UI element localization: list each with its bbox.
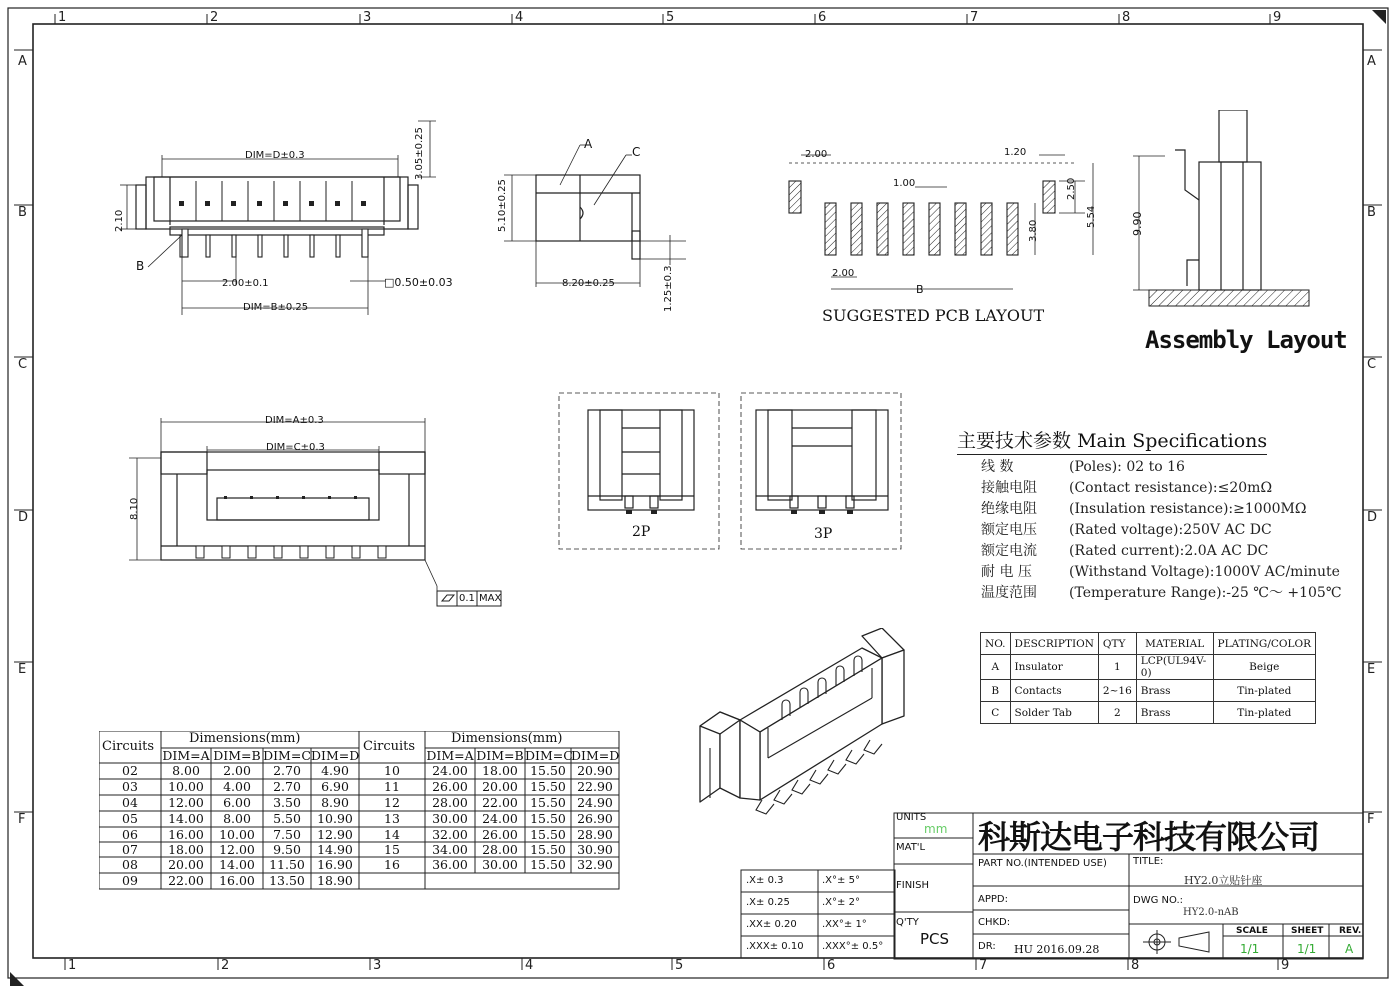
specs-title [957,426,1267,455]
tb-appd-label: APPD: [978,894,1008,905]
dims-value-cell: 22.00 [168,873,204,888]
zone-row-a: A [18,54,27,69]
spec-cn: 温度范围 [981,585,1037,601]
top-h810-label: 8.10 [129,497,140,520]
dims-value-cell: 30.00 [432,811,468,826]
zone-col-3-bottom: 3 [373,958,382,973]
zone-row-a-right: A [1367,54,1376,69]
tolerance-angle-4: .XXX°± 0.5° [822,941,884,952]
assembly-layout-drawing [1125,110,1315,320]
zone-row-c-right: C [1367,357,1377,372]
zone-row-d: D [18,510,29,525]
zone-col-5-bottom: 5 [675,958,684,973]
dims-value-cell: 12.00 [168,795,204,810]
dims-circuit-cell: 15 [384,842,400,857]
dims-value-cell: 26.00 [482,827,518,842]
dims-col-header: DIM=A [162,748,210,763]
pcb-d250: 2.50 [1066,177,1077,200]
tb-matl-label: MAT'L [896,842,926,853]
dims-value-cell: 12.90 [317,827,353,842]
bom-row [981,702,1316,724]
tolerance-linear-1: .X± 0.3 [746,875,784,886]
dims-value-cell: 2.00 [223,763,251,778]
dims-value-cell: 12.00 [219,842,255,857]
dims-value-cell: 13.50 [269,873,305,888]
dims-value-cell: 15.50 [530,842,566,857]
pcb-d380: 3.80 [1028,219,1039,242]
variant-2p-label: 2P [632,524,651,540]
tb-sheet-label: SHEET [1291,926,1324,936]
spec-row-withstand [957,561,1340,581]
dims-value-cell: 7.50 [273,827,301,842]
dims-value-cell: 18.00 [482,763,518,778]
bom-header-cell: QTY [1098,633,1136,655]
dims-value-cell: 16.00 [219,873,255,888]
dims-circuit-cell: 08 [122,857,138,872]
bom-cell: Brass [1136,702,1213,724]
zone-col-7-bottom: 7 [979,958,988,973]
dims-circuit-cell: 02 [122,763,138,778]
bom-header-cell: NO. [981,633,1011,655]
spec-en: (Temperature Range):-25 ℃～ +105℃ [1069,585,1342,601]
top-view-drawing [125,410,515,610]
tb-dr-label: DR: [978,941,996,952]
dims-value-cell: 18.00 [168,842,204,857]
side-dim-d-label: DIM=D±0.3 [245,150,305,161]
spec-cn: 接触电阻 [981,480,1037,496]
zone-row-d-right: D [1367,510,1378,525]
side-pin-value: 0.50±0.03 [394,276,453,289]
dims-value-cell: 32.00 [432,827,468,842]
tolerance-angle-1: .X°± 5° [822,875,860,886]
dims-col-header: DIM=A [426,748,474,763]
dims-value-cell: 15.50 [530,857,566,872]
tb-rev-value: A [1345,942,1354,956]
dims-value-cell: 32.90 [577,857,613,872]
dims-value-cell: 22.00 [482,795,518,810]
dims-circuit-cell: 16 [384,857,400,872]
zone-col-5: 5 [666,10,675,25]
dims-value-cell: 16.90 [317,857,353,872]
dims-col-header: DIM=B [476,748,524,763]
bom-header-cell: MATERIAL [1136,633,1213,655]
tb-dr-value: HU 2016.09.28 [1014,943,1100,956]
zone-row-c: C [18,357,28,372]
dims-value-cell: 18.90 [317,873,353,888]
dims-value-cell: 6.90 [321,779,349,794]
bom-cell: A [981,655,1011,680]
tolerance-angle-2: .X°± 2° [822,897,860,908]
bom-row [981,655,1316,680]
dims-value-cell: 2.70 [273,779,301,794]
dims-value-cell: 9.50 [273,842,301,857]
isometric-connector-drawing [692,628,922,833]
zone-col-1: 1 [58,10,67,25]
tolerance-linear-4: .XXX± 0.10 [746,941,804,952]
zone-row-f-right: F [1367,812,1375,827]
end-h125-label: 1.25±0.3 [663,265,674,312]
spec-en: (Insulation resistance):≥1000MΩ [1069,501,1307,517]
dims-circuit-cell: 04 [122,795,138,810]
dims-value-cell: 2.70 [273,763,301,778]
bom-header-row [981,633,1316,655]
spec-cn: 线 数 [981,459,1014,475]
zone-row-e-right: E [1367,662,1376,677]
top-dim-a-label: DIM=A±0.3 [265,415,324,426]
tb-finish-label: FINISH [896,880,929,891]
bom-cell: 1 [1098,655,1136,680]
side-h210-label: 2.10 [114,209,125,232]
dims-circuit-cell: 13 [384,811,400,826]
zone-col-4: 4 [515,10,524,25]
bom-cell: Beige [1213,655,1315,680]
company-name: 科斯达电子科技有限公司 [978,818,1320,856]
dims-value-cell: 10.00 [219,827,255,842]
zone-row-b-right: B [1367,205,1376,220]
spec-en: (Rated current):2.0A AC DC [1069,543,1269,559]
bom-cell: Insulator [1010,655,1098,680]
bom-cell: Brass [1136,680,1213,702]
dims-value-cell: 30.00 [482,857,518,872]
dims-value-cell: 14.00 [168,811,204,826]
dims-value-cell: 30.90 [577,842,613,857]
spec-cn: 额定电流 [981,543,1037,559]
assembly-title: Assembly Layout [1145,326,1347,354]
pcb-layout-drawing [775,145,1115,300]
dims-value-cell: 20.00 [168,857,204,872]
bom-cell: 2 [1098,702,1136,724]
top-flatness-max: MAX [479,593,502,604]
zone-col-9: 9 [1273,10,1282,25]
dims-value-cell: 36.00 [432,857,468,872]
variant-3p-label: 3P [814,526,833,542]
main-specifications [957,426,1342,606]
side-callout-b: B [136,259,145,273]
dims-col-header: DIM=B [213,748,261,763]
dims-col-header: DIM=D [311,748,360,763]
pcb-d554: 5.54 [1086,205,1097,228]
dims-value-cell: 24.90 [577,795,613,810]
bom-cell: C [981,702,1011,724]
spec-en: (Rated voltage):250V AC DC [1069,522,1272,538]
dims-value-cell: 20.90 [577,763,613,778]
dims-value-cell: 22.90 [577,779,613,794]
dims-value-cell: 28.00 [482,842,518,857]
tb-qty-value: PCS [920,930,950,948]
tb-rev-label: REV. [1339,926,1362,936]
top-dim-c-label: DIM=C±0.3 [266,442,325,453]
tb-title-label: TITLE: [1133,856,1164,867]
dims-value-cell: 6.00 [223,795,251,810]
tb-partno-label: PART NO.(INTENDED USE) [978,858,1107,869]
bom-cell: Solder Tab [1010,702,1098,724]
dims-value-cell: 26.00 [432,779,468,794]
zone-col-9-bottom: 9 [1281,958,1290,973]
zone-col-4-bottom: 4 [525,958,534,973]
dims-value-cell: 4.90 [321,763,349,778]
side-view-drawing [100,115,460,325]
top-flatness-value: 0.1 [459,593,475,604]
tb-title-value: HY2.0立贴针座 [1184,874,1263,887]
side-dim-b-label: DIM=B±0.25 [243,302,309,313]
spec-cn: 绝缘电阻 [981,501,1037,517]
dims-value-cell: 15.50 [530,811,566,826]
dims-col-header: DIM=D [571,748,620,763]
zone-col-8: 8 [1122,10,1131,25]
bom-row [981,680,1316,702]
dims-value-cell: 14.90 [317,842,353,857]
bom-cell: B [981,680,1011,702]
dims-group-label-right: Dimensions(mm) [451,731,563,746]
zone-col-2-bottom: 2 [221,958,230,973]
bom-header-cell: PLATING/COLOR [1213,633,1315,655]
dims-circuit-cell: 11 [384,779,400,794]
bom-cell: LCP(UL94V-0) [1136,655,1213,680]
dims-circuit-cell: 05 [122,811,138,826]
bom-cell: Tin-plated [1213,680,1315,702]
bom-header-cell: DESCRIPTION [1010,633,1098,655]
zone-col-7: 7 [970,10,979,25]
end-h510-label: 5.10±0.25 [497,179,508,232]
zone-col-6-bottom: 6 [827,958,836,973]
spec-cn: 额定电压 [981,522,1037,538]
tolerance-angle-3: .XX°± 1° [822,919,867,930]
pcb-d100: 1.00 [893,178,916,189]
dims-value-cell: 10.00 [168,779,204,794]
dims-circuit-cell: 14 [384,827,400,842]
end-w820-label: 8.20±0.25 [562,278,615,289]
spec-row-temperature [957,582,1342,602]
zone-row-e: E [18,662,27,677]
end-callout-a: A [584,137,593,151]
zone-row-b: B [18,205,27,220]
dims-value-cell: 4.00 [223,779,251,794]
zone-col-2: 2 [210,10,219,25]
dims-col-header: DIM=C [525,748,573,763]
spec-row-current [957,540,1268,560]
dims-value-cell: 28.90 [577,827,613,842]
spec-en: (Poles): 02 to 16 [1069,459,1185,475]
dims-circuit-cell: 12 [384,795,400,810]
assembly-h990: 9.90 [1131,211,1144,236]
dims-circuit-cell: 07 [122,842,138,857]
pcb-b-label: B [916,283,924,296]
dims-circuit-cell: 06 [122,827,138,842]
dims-value-cell: 3.50 [273,795,301,810]
dims-value-cell: 26.90 [577,811,613,826]
tb-scale-label: SCALE [1236,926,1268,936]
dims-col-header: DIM=C [263,748,311,763]
tb-units-value: mm [924,822,948,836]
bom-cell: Contacts [1010,680,1098,702]
specs-title-cn: 主要技术参数 [957,430,1072,452]
dims-value-cell: 5.50 [273,811,301,826]
dims-value-cell: 34.00 [432,842,468,857]
zone-col-6: 6 [818,10,827,25]
side-h305-label: 3.05±0.25 [414,127,425,180]
side-pitch-label: 2.00±0.1 [222,278,269,289]
dims-value-cell: 10.90 [317,811,353,826]
zone-col-3: 3 [363,10,372,25]
spec-row-voltage [957,519,1272,539]
bom-cell: 2~16 [1098,680,1136,702]
specs-title-en: Main Specifications [1077,430,1268,452]
dims-value-cell: 24.00 [482,811,518,826]
bom-table [980,632,1316,724]
tb-dwg-value: HY2.0-nAB [1183,907,1239,918]
dims-value-cell: 15.50 [530,795,566,810]
pcb-d200-bottom: 2.00 [832,268,855,279]
variant-views-drawing [558,392,908,552]
dims-value-cell: 15.50 [530,827,566,842]
dims-value-cell: 20.00 [482,779,518,794]
spec-row-poles [957,456,1185,476]
tb-scale-value: 1/1 [1240,942,1260,956]
dims-value-cell: 8.90 [321,795,349,810]
pcb-title: SUGGESTED PCB LAYOUT [822,306,1045,325]
dims-value-cell: 24.00 [432,763,468,778]
dims-circuits-label-right: Circuits [363,739,416,754]
spec-en: (Contact resistance):≤20mΩ [1069,480,1273,496]
tolerance-linear-3: .XX± 0.20 [746,919,797,930]
zone-row-f: F [18,812,26,827]
dims-value-cell: 11.50 [269,857,305,872]
tb-chkd-label: CHKD: [978,917,1011,928]
bom-cell: Tin-plated [1213,702,1315,724]
tb-sheet-value: 1/1 [1297,942,1317,956]
tb-qty-label: Q'TY [896,917,919,928]
tb-dwg-label: DWG NO.: [1133,895,1184,906]
side-pin-label: □0.50±0.03 [384,276,453,289]
dims-circuits-label-left: Circuits [102,739,155,754]
pcb-d120: 1.20 [1004,147,1027,158]
dims-group-label-left: Dimensions(mm) [189,731,301,746]
zone-col-8-bottom: 8 [1131,958,1140,973]
dims-value-cell: 15.50 [530,763,566,778]
dims-circuit-cell: 10 [384,763,400,778]
spec-row-contact [957,477,1272,497]
spec-row-insulation [957,498,1306,518]
dims-value-cell: 28.00 [432,795,468,810]
zone-col-1-bottom: 1 [68,958,77,973]
end-callout-c: C [632,145,641,159]
dims-value-cell: 8.00 [223,811,251,826]
dims-value-cell: 15.50 [530,779,566,794]
tolerance-linear-2: .X± 0.25 [746,897,790,908]
dims-value-cell: 14.00 [219,857,255,872]
spec-en: (Withstand Voltage):1000V AC/minute [1069,564,1340,580]
dims-circuit-cell: 09 [122,873,138,888]
projection-symbol [1143,930,1209,954]
pcb-d200-top: 2.00 [805,149,828,160]
dims-circuit-cell: 03 [122,779,138,794]
tb-units-label: UNITS [896,812,927,823]
dims-value-cell: 16.00 [168,827,204,842]
dims-value-cell: 8.00 [172,763,200,778]
spec-cn: 耐 电 压 [981,564,1032,580]
